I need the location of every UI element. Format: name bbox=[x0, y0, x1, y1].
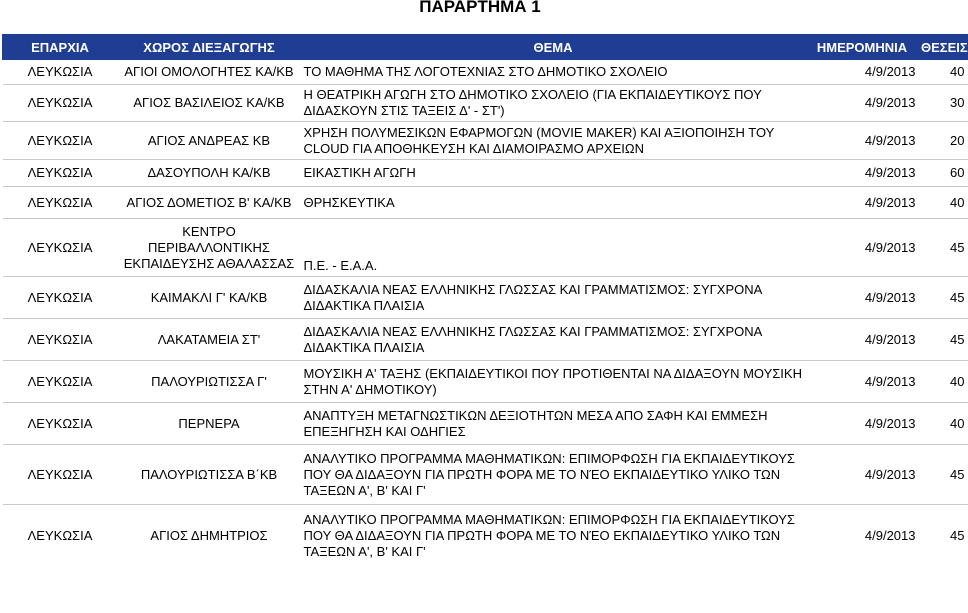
cell-seats: 40 bbox=[919, 187, 968, 219]
cell-district: ΛΕΥΚΩΣΙΑ bbox=[3, 361, 118, 403]
cell-date: 4/9/2013 bbox=[806, 219, 919, 277]
cell-date: 4/9/2013 bbox=[806, 85, 919, 122]
cell-venue: ΠΑΛΟΥΡΙΩΤΙΣΣΑ Γ' bbox=[118, 361, 301, 403]
cell-seats: 60 bbox=[919, 160, 968, 187]
cell-district: ΛΕΥΚΩΣΙΑ bbox=[3, 403, 118, 445]
cell-date: 4/9/2013 bbox=[806, 445, 919, 505]
seminar-table bbox=[2, 34, 968, 567]
cell-venue: ΠΕΡΝΕΡΑ bbox=[118, 403, 301, 445]
cell-venue: ΛΑΚΑΤΑΜΕΙΑ ΣΤ' bbox=[118, 319, 301, 361]
cell-venue: ΑΓΙΟΣ ΔΟΜΕΤΙΟΣ Β' ΚΑ/ΚΒ bbox=[118, 187, 301, 219]
table-row bbox=[3, 277, 968, 319]
header-venue: ΧΩΡΟΣ ΔΙΕΞΑΓΩΓΗΣ bbox=[118, 35, 301, 60]
cell-seats: 45 bbox=[919, 445, 968, 505]
cell-district: ΛΕΥΚΩΣΙΑ bbox=[3, 160, 118, 187]
table-row bbox=[3, 122, 968, 160]
header-seats: ΘΕΣΕΙΣ bbox=[919, 35, 968, 60]
cell-topic: ΑΝΑΛΥΤΙΚΟ ΠΡΟΓΡΑΜΜΑ ΜΑΘΗΜΑΤΙΚΩΝ: ΕΠΙΜΟΡΦΩΣΗ ΓΙΑ ΕΚΠΑΙΔΕΥΤΙΚΟΥΣ ΠΟΥ ΘΑ ΔΙΔΑΞΟΥΝ ΓΙΑ ΠΡΩΤΗ ΦΟΡΑ ΜΕ ΤΟ ΝΈΟ ΕΚΠΑΙΔΕΥΤΙΚΟ ΥΛΙΚΟ ΤΩΝ ΤΑΞΕΩΝ Α', Β' ΚΑΙ Γ' bbox=[301, 445, 806, 505]
cell-topic: Η ΘΕΑΤΡΙΚΗ ΑΓΩΓΗ ΣΤΟ ΔΗΜΟΤΙΚΟ ΣΧΟΛΕΙΟ (ΓΙΑ ΕΚΠΑΙΔΕΥΤΙΚΟΥΣ ΠΟΥ ΔΙΔΑΣΚΟΥΝ ΣΤΙΣ ΤΑΞΕΙΣ Δ' - ΣΤ') bbox=[301, 85, 806, 122]
cell-seats: 40 bbox=[919, 361, 968, 403]
cell-seats: 20 bbox=[919, 122, 968, 160]
cell-venue: ΚΕΝΤΡΟ ΠΕΡΙΒΑΛΛΟΝΤΙΚΗΣ ΕΚΠΑΙΔΕΥΣΗΣ ΑΘΑΛΑΣΣΑΣ bbox=[118, 219, 301, 277]
cell-date: 4/9/2013 bbox=[806, 60, 919, 85]
cell-district: ΛΕΥΚΩΣΙΑ bbox=[3, 219, 118, 277]
cell-venue: ΑΓΙΟΣ ΑΝΔΡΕΑΣ ΚΒ bbox=[118, 122, 301, 160]
cell-seats: 45 bbox=[919, 319, 968, 361]
table-row bbox=[3, 60, 968, 85]
cell-topic: ΑΝΑΠΤΥΞΗ ΜΕΤΑΓΝΩΣΤΙΚΩΝ ΔΕΞΙΟΤΗΤΩΝ ΜΕΣΑ ΑΠΟ ΣΑΦΗ ΚΑΙ ΕΜΜΕΣΗ ΕΠΕΞΗΓΗΣΗ ΚΑΙ ΟΔΗΓΙΕΣ bbox=[301, 403, 806, 445]
cell-date: 4/9/2013 bbox=[806, 361, 919, 403]
table-row bbox=[3, 361, 968, 403]
cell-topic: ΜΟΥΣΙΚΗ Α' ΤΑΞΗΣ (ΕΚΠΑΙΔΕΥΤΙΚΟΙ ΠΟΥ ΠΡΟΤΙΘΕΝΤΑΙ ΝΑ ΔΙΔΑΞΟΥΝ ΜΟΥΣΙΚΗ ΣΤΗΝ Α' ΔΗΜΟΤΙΚΟΥ) bbox=[301, 361, 806, 403]
table-row bbox=[3, 160, 968, 187]
cell-seats: 45 bbox=[919, 219, 968, 277]
cell-seats: 40 bbox=[919, 60, 968, 85]
table-row bbox=[3, 319, 968, 361]
cell-seats: 45 bbox=[919, 277, 968, 319]
cell-topic: ΕΙΚΑΣΤΙΚΗ ΑΓΩΓΗ bbox=[301, 160, 806, 187]
table-row bbox=[3, 219, 968, 277]
cell-district: ΛΕΥΚΩΣΙΑ bbox=[3, 277, 118, 319]
page-title: ΠΑΡΑΡΤΗΜΑ 1 bbox=[419, 0, 541, 16]
cell-venue: ΑΓΙΟΣ ΒΑΣΙΛΕΙΟΣ ΚΑ/ΚΒ bbox=[118, 85, 301, 122]
cell-seats: 40 bbox=[919, 403, 968, 445]
cell-district: ΛΕΥΚΩΣΙΑ bbox=[3, 445, 118, 505]
cell-topic: ΧΡΗΣΗ ΠΟΛΥΜΕΣΙΚΩΝ ΕΦΑΡΜΟΓΩΝ (MOVIE MAKER) ΚΑΙ ΑΞΙΟΠΟΙΗΣΗ ΤΟΥ CLOUD ΓΙΑ ΑΠΟΘΗΚΕΥΣΗ ΚΑΙ ΔΙΑΜΟΙΡΑΣΜΟ ΑΡΧΕΙΩΝ bbox=[301, 122, 806, 160]
table-row bbox=[3, 85, 968, 122]
cell-date: 4/9/2013 bbox=[806, 160, 919, 187]
table-header-row bbox=[3, 35, 968, 60]
cell-seats: 45 bbox=[950, 527, 965, 543]
cell-venue: ΠΑΛΟΥΡΙΩΤΙΣΣΑ Β΄ΚΒ bbox=[118, 445, 301, 505]
cell-topic: ΘΡΗΣΚΕΥΤΙΚΑ bbox=[301, 187, 806, 219]
table-row bbox=[3, 403, 968, 445]
cell-district: ΛΕΥΚΩΣΙΑ bbox=[3, 122, 118, 160]
header-topic: ΘΕΜΑ bbox=[301, 35, 806, 60]
table-row bbox=[3, 445, 968, 505]
cell-district: ΛΕΥΚΩΣΙΑ bbox=[3, 187, 118, 219]
cell-seats: 30 bbox=[919, 85, 968, 122]
cell-district: ΛΕΥΚΩΣΙΑ bbox=[3, 85, 118, 122]
cell-district: ΛΕΥΚΩΣΙΑ bbox=[27, 527, 93, 543]
cell-topic: ΔΙΔΑΣΚΑΛΙΑ ΝΕΑΣ ΕΛΛΗΝΙΚΗΣ ΓΛΩΣΣΑΣ ΚΑΙ ΓΡΑΜΜΑΤΙΣΜΟΣ: ΣΥΓΧΡΟΝΑ ΔΙΔΑΚΤΙΚΑ ΠΛΑΙΣΙΑ bbox=[301, 319, 806, 361]
cell-date: 4/9/2013 bbox=[806, 187, 919, 219]
cell-topic: Π.Ε. - Ε.Α.Α. bbox=[301, 219, 806, 277]
cell-date: 4/9/2013 bbox=[864, 527, 916, 543]
cell-date: 4/9/2013 bbox=[806, 277, 919, 319]
cell-venue: ΔΑΣΟΥΠΟΛΗ ΚΑ/ΚΒ bbox=[118, 160, 301, 187]
cell-venue: ΑΓΙΟΙ ΟΜΟΛΟΓΗΤΕΣ ΚΑ/ΚΒ bbox=[118, 60, 301, 85]
cell-date: 4/9/2013 bbox=[806, 403, 919, 445]
cell-venue: ΑΓΙΟΣ ΔΗΜΗΤΡΙΟΣ bbox=[150, 527, 268, 543]
header-district: ΕΠΑΡΧΙΑ bbox=[3, 35, 118, 60]
table-row bbox=[3, 505, 968, 567]
cell-topic: ΑΝΑΛΥΤΙΚΟ ΠΡΟΓΡΑΜΜΑ ΜΑΘΗΜΑΤΙΚΩΝ: ΕΠΙΜΟΡΦΩΣΗ ΓΙΑ ΕΚΠΑΙΔΕΥΤΙΚΟΥΣ ΠΟΥ ΘΑ ΔΙΔΑΞΟΥΝ ΓΙΑ ΠΡΩΤΗ ΦΟΡΑ ΜΕ ΤΟ ΝΈΟ ΕΚΠΑΙΔΕΥΤΙΚΟ ΥΛΙΚΟ ΤΩΝ ΤΑΞΕΩΝ Α', Β' ΚΑΙ Γ' bbox=[303, 511, 795, 559]
cell-district: ΛΕΥΚΩΣΙΑ bbox=[3, 60, 118, 85]
cell-district: ΛΕΥΚΩΣΙΑ bbox=[3, 319, 118, 361]
table-row bbox=[3, 187, 968, 219]
header-date: ΗΜΕΡΟΜΗΝΙΑ bbox=[806, 35, 919, 60]
cell-topic: ΔΙΔΑΣΚΑΛΙΑ ΝΕΑΣ ΕΛΛΗΝΙΚΗΣ ΓΛΩΣΣΑΣ ΚΑΙ ΓΡΑΜΜΑΤΙΣΜΟΣ: ΣΥΓΧΡΟΝΑ ΔΙΔΑΚΤΙΚΑ ΠΛΑΙΣΙΑ bbox=[301, 277, 806, 319]
cell-venue: ΚΑΙΜΑΚΛΙ Γ' ΚΑ/ΚΒ bbox=[118, 277, 301, 319]
cell-topic: ΤΟ ΜΑΘΗΜΑ ΤΗΣ ΛΟΓΟΤΕΧΝΙΑΣ ΣΤΟ ΔΗΜΟΤΙΚΟ ΣΧΟΛΕΙΟ bbox=[301, 60, 806, 85]
cell-date: 4/9/2013 bbox=[806, 122, 919, 160]
cell-date: 4/9/2013 bbox=[806, 319, 919, 361]
